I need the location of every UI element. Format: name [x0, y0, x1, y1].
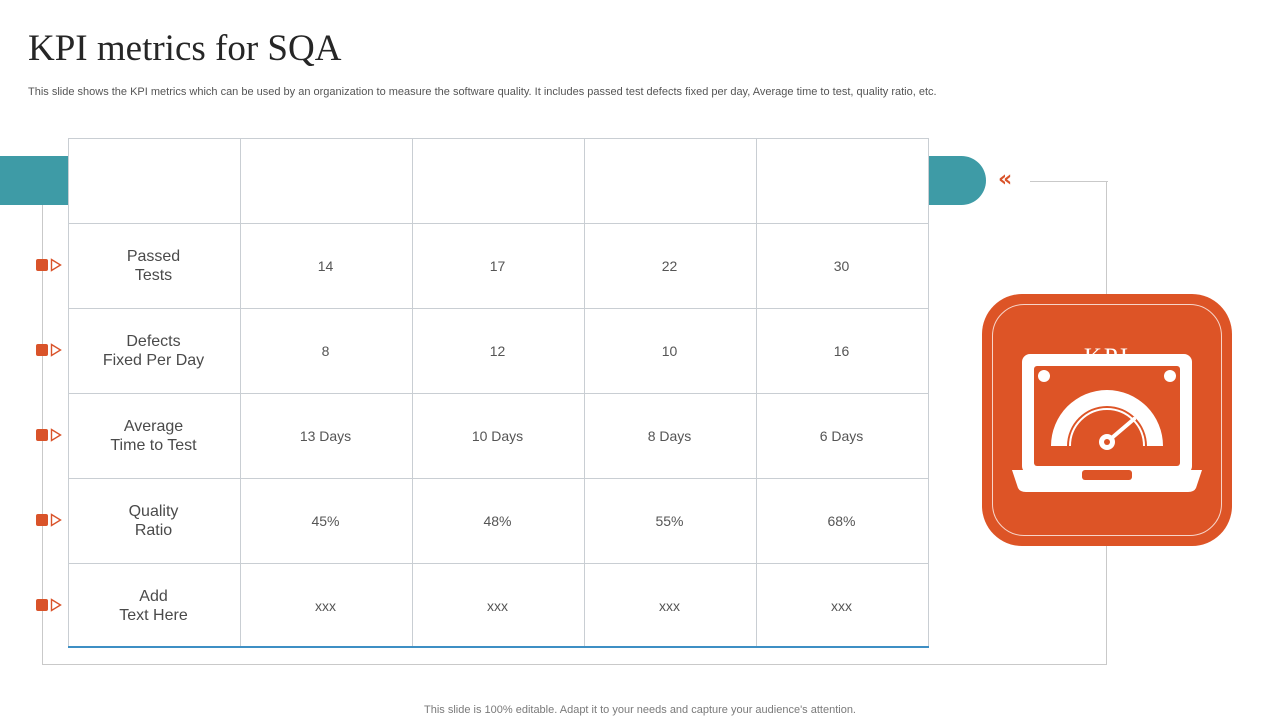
table-cell: 8 [321, 342, 330, 359]
row-marker-icon [36, 428, 66, 442]
table-cell: 22 [661, 257, 678, 274]
table-header-cell: Q4 [829, 169, 854, 191]
page-subtitle: This slide shows the KPI metrics which can be used by an organization to measure the software quality. It includes passed test defects fixed per day, Average time to test, quality ratio, etc. [28, 86, 937, 98]
table-cell: xxx [831, 597, 852, 614]
table-cell: 17 [489, 257, 506, 274]
table-cell: 68% [827, 512, 856, 529]
table-cell: 12 [489, 342, 506, 359]
kpi-icon-card [982, 294, 1232, 546]
table-header-cell: Q2 [485, 169, 510, 191]
table-cell: 14 [317, 257, 334, 274]
table-cell: 8 Days [647, 427, 692, 444]
row-marker-icon [36, 513, 66, 527]
row-marker-icon [36, 343, 66, 357]
table-cell: 30 [833, 257, 850, 274]
double-chevron-left-icon: « [998, 167, 1013, 192]
page-title: KPI metrics for SQA [28, 28, 342, 69]
table-cell: xxx [487, 597, 508, 614]
row-marker-icon [36, 598, 66, 612]
laptop-speedometer-icon [982, 294, 1232, 546]
table-row-label: Passed Tests [126, 247, 181, 284]
row-marker-icon [36, 258, 66, 272]
table-row-label: Defects Fixed Per Day [102, 332, 205, 369]
table-cell: 16 [833, 342, 850, 359]
table-header-cell: KPIS [131, 169, 176, 191]
table-top-border [68, 138, 929, 139]
table-cell: xxx [315, 597, 336, 614]
frame-connector [1030, 181, 1108, 182]
table-header-cell: Q3 [657, 169, 682, 191]
table-bottom-border [68, 646, 929, 648]
table-cell: 10 Days [471, 427, 524, 444]
table-cell: 45% [311, 512, 340, 529]
table-cell: 10 [661, 342, 678, 359]
table-cell: 48% [483, 512, 512, 529]
table-row-label: Average Time to Test [110, 417, 197, 454]
table-cell: 13 Days [299, 427, 352, 444]
table-row-label: Add Text Here [119, 587, 188, 624]
kpi-label: KPI [1083, 344, 1131, 371]
table-row-label: Quality Ratio [128, 502, 179, 539]
table-cell: 6 Days [819, 427, 864, 444]
table-cell: 55% [655, 512, 684, 529]
footer-note: This slide is 100% editable. Adapt it to your needs and capture your audience's attention. [424, 704, 856, 716]
table-cell: xxx [659, 597, 680, 614]
table-header-cell: Q1 [313, 169, 338, 191]
